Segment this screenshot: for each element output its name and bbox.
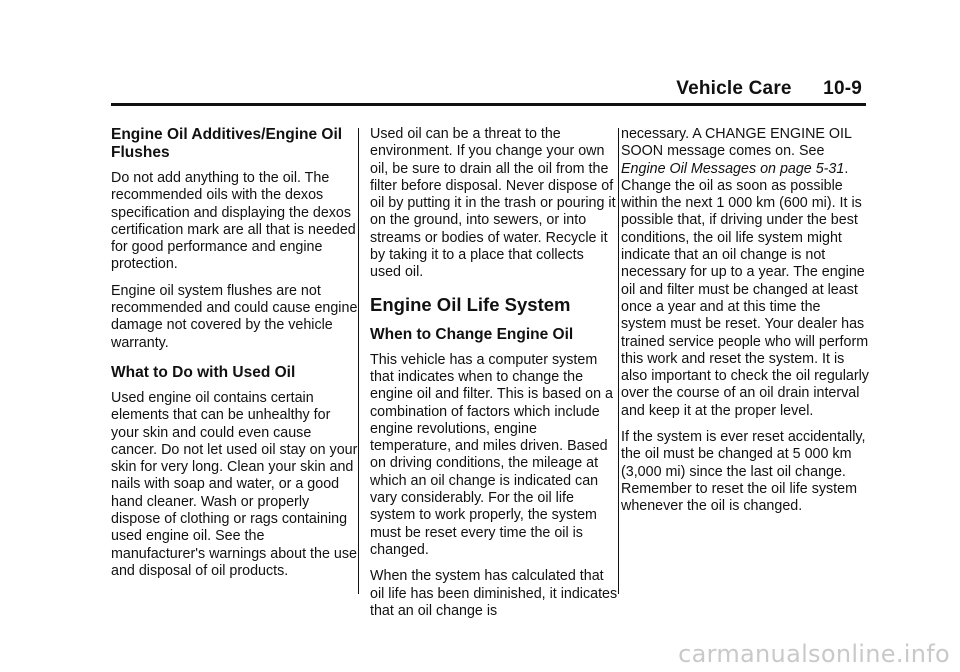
paragraph-used-oil: Used engine oil contains certain elements that can be unhealthy for your skin and could even cause cancer. Do not let used oil stay on your skin for very long. Clean your skin and nails with soap and water, or a good hand cleaner. Wash or properly dispose of clothing or rags containing used engine oil. See the manufacturer's warnings about the use and disposal of oil products.	[111, 389, 358, 579]
heading-oil-life-system: Engine Oil Life System	[370, 293, 571, 315]
paragraph-computer-system: This vehicle has a computer system that indicates when to change the engine oil and filter. This is based on a combination of factors which include engine revolutions, engine temperature, and miles driven. Based on driving conditions, the mileage at which an oil change is indicated can vary considerably. For the oil life system to work properly, the system must be reset every time the oil is changed.	[370, 351, 613, 558]
heading-oil-additives: Engine Oil Additives/Engine Oil Flushes	[111, 126, 343, 161]
section-title: Vehicle Care	[676, 78, 792, 99]
paragraph-flushes: Engine oil system flushes are not recommended and could cause engine damage not covered by the vehicle warranty.	[111, 282, 358, 351]
watermark: carmanualsonline.info	[678, 640, 950, 668]
paragraph-environment: Used oil can be a threat to the environment. If you change your own oil, be sure to drain all the oil from the filter before disposal. Never dispose of oil by putting it in the trash or pouring it on the ground, into sewers, or into streams or bodies of water. Recycle it by taking it to a place that collects used oil.	[370, 126, 616, 281]
column-divider-2	[618, 128, 619, 594]
engine-oil-messages-link[interactable]: Engine Oil Messages on page 5-31	[621, 160, 845, 177]
page-header	[676, 78, 862, 100]
column-2	[370, 126, 618, 629]
paragraph-additives: Do not add anything to the oil. The recommended oils with the dexos specification and displaying the dexos certification mark are all that is needed for good performance and engine protection.	[111, 170, 356, 273]
heading-used-oil: What to Do with Used Oil	[111, 363, 296, 381]
paragraph-calculated: When the system has calculated that oil life has been diminished, it indicates that an oil change is	[370, 568, 618, 619]
heading-when-to-change: When to Change Engine Oil	[370, 325, 574, 343]
paragraph-change-message-a: necessary. A CHANGE ENGINE OIL SOON message comes on. See	[621, 126, 852, 160]
column-1	[111, 126, 359, 589]
header-rule	[111, 103, 866, 106]
page-number: 10-9	[823, 78, 862, 99]
paragraph-change-message-b: . Change the oil as soon as possible within the next 1 000 km (600 mi). It is possible that, if driving under the best conditions, the oil life system might indicate that an oil change is not necessary for up to a year. The engine oil and filter must be changed at least once a year and at this time the system must be reset. Your dealer has trained service people who will perform this work and reset the system. It is also important to check the oil regularly over the course of an oil drain interval and keep it at the proper level.	[621, 160, 869, 419]
paragraph-reset-accidentally: If the system is ever reset accidentally, the oil must be changed at 5 000 km (3,000 mi) since the last oil change. Remember to reset the oil life system whenever the oil is changed.	[621, 429, 866, 515]
column-3	[621, 126, 869, 525]
paragraph-change-message	[621, 126, 869, 420]
